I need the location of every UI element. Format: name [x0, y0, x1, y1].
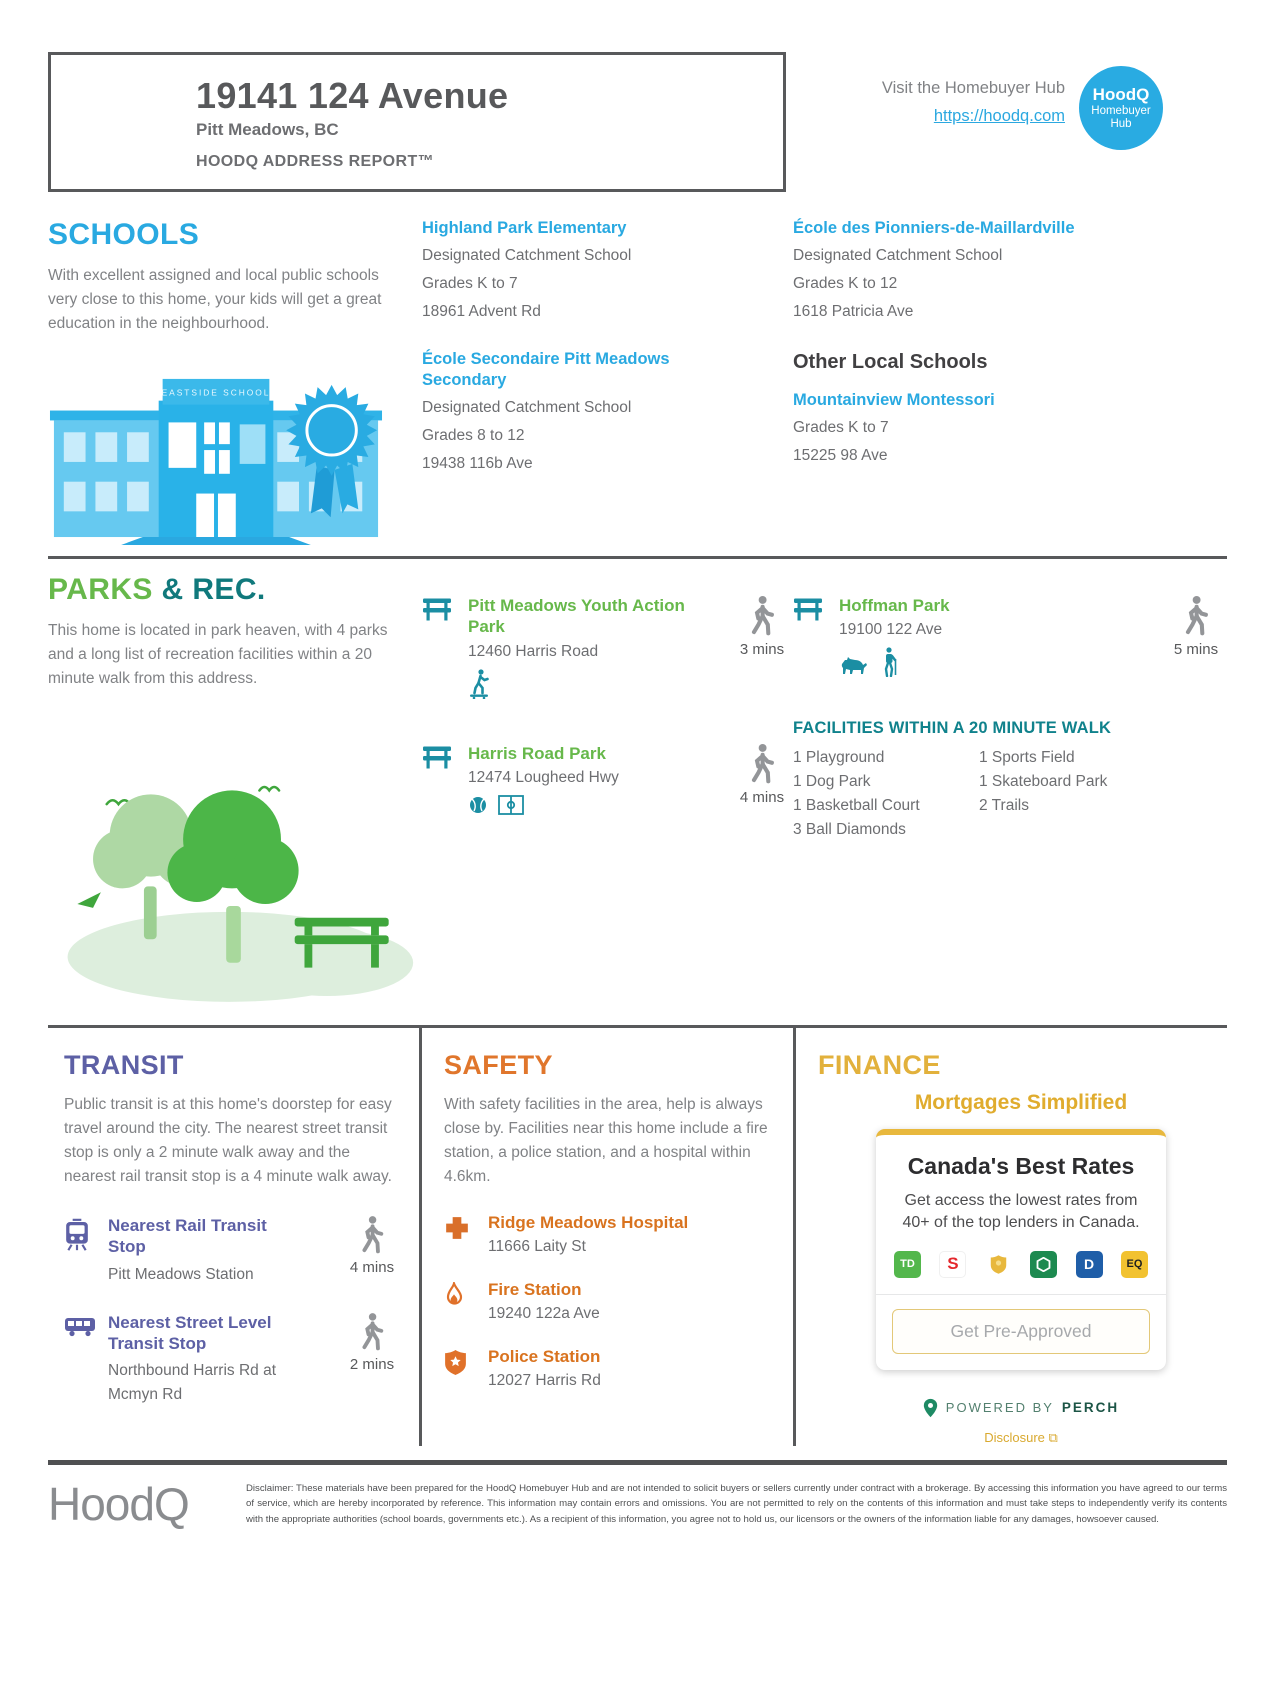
- baseball-icon: [468, 795, 488, 815]
- parks-intro: This home is located in park heaven, with 4 parks and a long list of recreation facilities within a 20 minute walk from this address.: [48, 622, 388, 688]
- transit-section: [48, 1028, 419, 1446]
- police-shield-icon: [444, 1349, 467, 1376]
- park-name-link[interactable]: Harris Road Park: [468, 743, 606, 763]
- parks-title: [48, 573, 408, 607]
- td-bank-logo: TD: [894, 1251, 921, 1278]
- schools-column-right: [793, 218, 1227, 546]
- school-address: 18961 Advent Rd: [422, 302, 541, 320]
- blue-d-logo: D: [1076, 1251, 1103, 1278]
- bench-icon: [422, 597, 452, 621]
- facilities-column-1: [793, 746, 979, 842]
- parks-column-right: [793, 573, 1227, 1005]
- transit-stop-value: Pitt Meadows Station: [108, 1265, 254, 1283]
- powered-by-perch: [876, 1398, 1166, 1418]
- facility-item: 1 Skateboard Park: [979, 773, 1108, 791]
- bird-icon: [77, 892, 100, 908]
- walk-time: 5 mins: [1173, 641, 1219, 659]
- transit-title: TRANSIT: [64, 1050, 184, 1081]
- report-page: [0, 52, 1275, 1531]
- other-schools-title: Other Local Schools: [793, 350, 988, 373]
- facility-item: 1 Sports Field: [979, 749, 1075, 767]
- hoodq-hub-logo: [1079, 66, 1163, 150]
- finance-card-title: Canada's Best Rates: [907, 1153, 1135, 1180]
- school-address: 1618 Patricia Ave: [793, 302, 914, 320]
- logo-line3: Hub: [1110, 117, 1132, 130]
- property-address: 19141 124 Avenue: [196, 75, 509, 116]
- report-title: HOODQ ADDRESS REPORT™: [196, 153, 435, 170]
- parks-title-teal: & REC.: [161, 573, 266, 607]
- finance-card-body: Get access the lowest rates from 40+ of the top lenders in Canada.: [902, 1192, 1140, 1232]
- map-pin-icon: [923, 1398, 938, 1418]
- safety-item: [444, 1280, 783, 1323]
- safety-intro: With safety facilities in the area, help is always close by. Facilities near this home include a fire station, a police station, and a hospital within 4.6km.: [444, 1096, 768, 1186]
- safety-name-link[interactable]: Ridge Meadows Hospital: [488, 1213, 689, 1233]
- safety-name-link[interactable]: Police Station: [488, 1347, 601, 1367]
- hoodq-link[interactable]: https://hoodq.com: [933, 107, 1065, 126]
- address-box: [48, 52, 786, 192]
- walking-person-icon: [747, 743, 777, 785]
- school-item: [422, 218, 793, 323]
- school-name-link[interactable]: École Secondaire Pitt Meadows Secondary: [422, 349, 670, 389]
- desjardins-logo: [1030, 1251, 1057, 1278]
- safety-section: [419, 1028, 793, 1446]
- logo-line1: HoodQ: [1092, 85, 1150, 104]
- school-name-link[interactable]: École des Pionniers-de-Maillardville: [793, 219, 1075, 237]
- park-item: [793, 595, 1227, 677]
- school-address: 19438 116b Ave: [422, 454, 533, 472]
- school-item: [793, 218, 1227, 323]
- gold-shield-logo: [985, 1251, 1012, 1278]
- walk-time-cell: [341, 1215, 403, 1286]
- walk-time-cell: [1165, 595, 1227, 677]
- facilities-column-2: [979, 746, 1165, 842]
- schools-intro-column: [48, 218, 422, 546]
- hospital-cross-icon: [444, 1215, 470, 1241]
- transit-stop-label: Nearest Rail Transit Stop: [108, 1216, 267, 1257]
- park-address: 19100 122 Ave: [839, 621, 943, 639]
- skateboarder-icon: [468, 669, 492, 699]
- school-sign-text: EASTSIDE SCHOOL: [161, 387, 271, 398]
- disclaimer-text: Disclaimer: These materials have been prepared for the HoodQ Homebuyer Hub and are not intended to solicit buyers or sellers currently under contract with a brokerage. By accessing this information you have agreed to our terms of service, which are hereby incorporated by reference. This information may contain errors and omissions. You are not permitted to rely on the contents of this information and must take steps to independently verify its contents with the appropriate authorities (school boards, governments etc.). As a recipient of this information, you agree not to hold us, our licensors or the owners of the information liable for any damages, howsoever caused.: [246, 1482, 1227, 1525]
- finance-section: [793, 1028, 1227, 1446]
- hiker-icon: [879, 647, 899, 677]
- transit-stop-value: Northbound Harris Rd at Mcmyn Rd: [108, 1362, 276, 1403]
- school-address: 15225 98 Ave: [793, 446, 888, 464]
- walk-time-cell: [341, 1312, 403, 1406]
- disclosure-link[interactable]: Disclosure ⧉: [984, 1429, 1058, 1445]
- safety-item: [444, 1213, 783, 1256]
- hoodq-wordmark: HoodQ: [48, 1477, 189, 1530]
- walk-time: 2 mins: [349, 1355, 395, 1373]
- school-grades: Grades K to 7: [422, 275, 518, 293]
- get-pre-approved-button[interactable]: Get Pre-Approved: [892, 1309, 1150, 1354]
- facility-item: 1 Dog Park: [793, 773, 871, 791]
- parks-title-green: PARKS: [48, 573, 153, 607]
- dog-icon: [839, 655, 869, 677]
- flame-icon: [444, 1282, 464, 1310]
- safety-item: [444, 1347, 783, 1390]
- bench-icon: [793, 597, 823, 621]
- card-divider: [876, 1294, 1166, 1295]
- safety-address: 19240 122a Ave: [488, 1305, 600, 1323]
- walk-time: 3 mins: [739, 641, 785, 659]
- facility-item: 2 Trails: [979, 797, 1029, 815]
- hub-text: Visit the Homebuyer Hub: [881, 79, 1065, 97]
- walking-person-icon: [1181, 595, 1211, 637]
- parks-intro-column: [48, 573, 422, 1005]
- park-item: [422, 743, 793, 815]
- transit-item: [64, 1312, 403, 1406]
- safety-title: SAFETY: [444, 1050, 553, 1081]
- school-item: [422, 349, 793, 475]
- walk-time: 4 mins: [349, 1259, 395, 1277]
- park-item: [422, 595, 793, 699]
- hub-text-block: [882, 66, 1065, 150]
- bottom-section: [48, 1025, 1227, 1446]
- park-name-link[interactable]: Pitt Meadows Youth Action Park: [468, 596, 685, 637]
- perch-brand: PERCH: [1061, 1400, 1120, 1416]
- park-address: 12460 Harris Road: [468, 642, 599, 660]
- facility-item: 1 Basketball Court: [793, 797, 920, 815]
- schools-column-middle: [422, 218, 793, 546]
- school-grades: Grades K to 12: [793, 275, 898, 293]
- safety-name-link[interactable]: Fire Station: [488, 1280, 582, 1300]
- scotiabank-logo: S: [939, 1251, 966, 1278]
- logo-line2: Homebuyer: [1091, 104, 1151, 117]
- safety-address: 12027 Harris Rd: [488, 1372, 601, 1390]
- facilities-title: FACILITIES WITHIN A 20 MINUTE WALK: [793, 719, 1112, 738]
- schools-section: [48, 218, 1227, 546]
- walk-time-cell: [731, 743, 793, 815]
- school-grades: Grades 8 to 12: [422, 427, 525, 445]
- finance-title: FINANCE: [818, 1050, 941, 1081]
- school-type: Designated Catchment School: [793, 247, 1003, 265]
- bench-icon: [422, 745, 452, 769]
- transit-item: [64, 1215, 403, 1286]
- safety-address: 11666 Laity St: [488, 1238, 586, 1256]
- report-header: [48, 52, 1227, 192]
- school-name-link[interactable]: Highland Park Elementary: [422, 219, 627, 237]
- schools-title: SCHOOLS: [48, 218, 200, 251]
- soccer-field-icon: [498, 795, 524, 815]
- transit-intro: Public transit is at this home's doorstep for easy travel around the city. The nearest street transit stop is only a 2 minute walk away and the nearest rail transit stop is a 4 minute walk away.: [64, 1096, 392, 1186]
- walking-person-icon: [358, 1312, 386, 1352]
- park-illustration: [48, 709, 420, 1005]
- powered-by-label: POWERED BY: [945, 1400, 1054, 1416]
- finance-card: [876, 1129, 1166, 1370]
- park-address: 12474 Lougheed Hwy: [468, 768, 619, 786]
- eq-bank-logo: EQ: [1121, 1251, 1148, 1278]
- school-item: [793, 390, 1227, 467]
- school-grades: Grades K to 7: [793, 418, 889, 436]
- walk-time-cell: [731, 595, 793, 699]
- facility-item: 1 Playground: [793, 749, 885, 767]
- finance-subtitle: Mortgages Simplified: [914, 1091, 1128, 1115]
- walking-person-icon: [747, 595, 777, 637]
- transit-stop-label: Nearest Street Level Transit Stop: [108, 1312, 272, 1354]
- school-building-illustration: [48, 366, 384, 546]
- schools-intro: With excellent assigned and local public schools very close to this home, your kids will get a great education in the neighbourhood.: [48, 267, 382, 333]
- train-icon: [64, 1218, 90, 1252]
- parks-section: [48, 556, 1227, 1005]
- school-name-link[interactable]: Mountainview Montessori: [793, 390, 995, 409]
- school-type: Designated Catchment School: [422, 399, 632, 417]
- property-city: Pitt Meadows, BC: [196, 120, 339, 139]
- report-footer: [48, 1460, 1227, 1531]
- lender-logos-row: [894, 1251, 1148, 1278]
- walking-person-icon: [358, 1215, 386, 1255]
- bus-icon: [64, 1315, 96, 1337]
- park-name-link[interactable]: Hoffman Park: [839, 596, 950, 616]
- header-right: [882, 52, 1163, 150]
- parks-column-middle: [422, 573, 793, 1005]
- walk-time: 4 mins: [739, 788, 785, 806]
- facility-item: 3 Ball Diamonds: [793, 821, 906, 839]
- school-type: Designated Catchment School: [422, 247, 632, 265]
- facilities-block: [793, 719, 1227, 842]
